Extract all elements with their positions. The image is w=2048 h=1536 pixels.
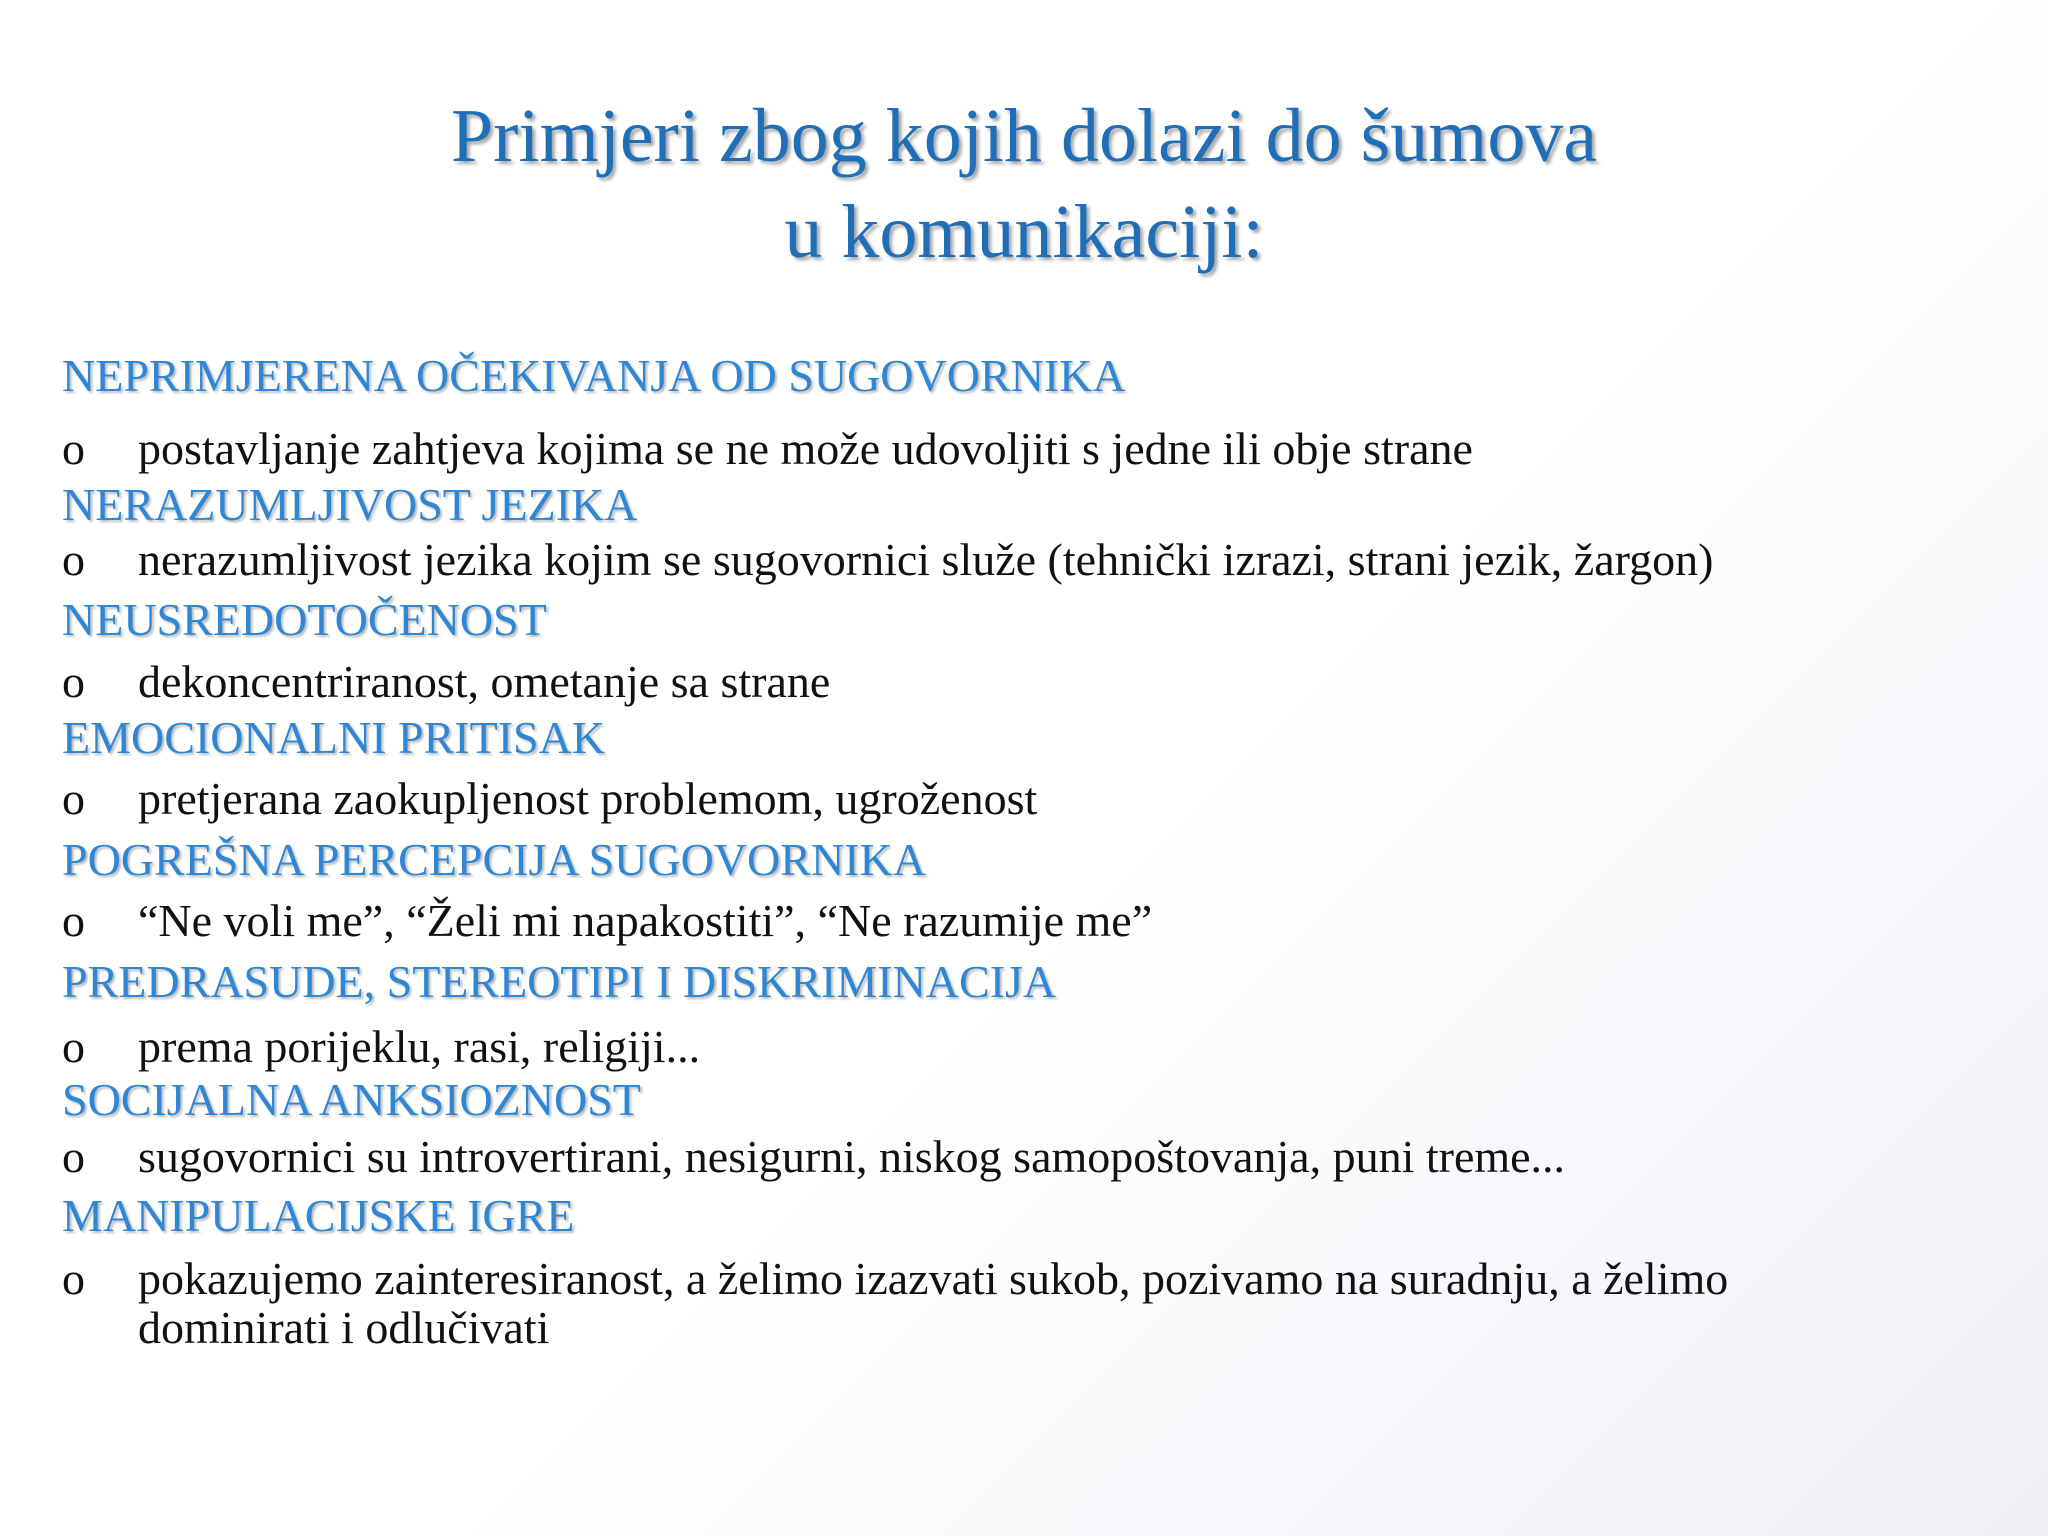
bullet-text: pretjerana zaokupljenost problemom, ugroženost	[138, 773, 1038, 824]
section-heading-pogresna-percepcija: POGREŠNA PERCEPCIJA SUGOVORNIKA	[62, 834, 926, 885]
section-heading-nerazumljivost-jezika: NERAZUMLJIVOST JEZIKA	[62, 479, 638, 530]
section-heading-predrasude: PREDRASUDE, STEREOTIPI I DISKRIMINACIJA	[62, 956, 1057, 1007]
bullet-marker: o	[62, 423, 85, 474]
bullet-marker: o	[62, 1253, 85, 1304]
bullet-text: dekoncentriranost, ometanje sa strane	[138, 656, 831, 707]
bullet-marker: o	[62, 1131, 85, 1182]
bullet-text: pokazujemo zainteresiranost, a želimo izazvati sukob, pozivamo na suradnju, a želimo	[138, 1253, 1729, 1304]
section-heading-socijalna-anksioznost: SOCIJALNA ANKSIOZNOST	[62, 1074, 641, 1125]
slide-title-line-2: u komunikaciji:	[784, 190, 1264, 274]
slide-title-line-1: Primjeri zbog kojih dolazi do šumova	[450, 94, 1598, 178]
bullet-marker: o	[62, 773, 85, 824]
section-heading-neprimjerena-ocekivanja: NEPRIMJERENA OČEKIVANJA OD SUGOVORNIKA	[62, 350, 1126, 401]
bullet-text: nerazumljivost jezika kojim se sugovornici služe (tehnički izrazi, strani jezik, žargon)	[138, 534, 1714, 585]
bullet-marker: o	[62, 1021, 85, 1072]
bullet-text-continuation: dominirati i odlučivati	[138, 1302, 550, 1353]
section-heading-emocionalni-pritisak: EMOCIONALNI PRITISAK	[62, 712, 606, 763]
bullet-text: postavljanje zahtjeva kojima se ne može udovoljiti s jedne ili obje strane	[138, 423, 1473, 474]
section-heading-manipulacijske-igre: MANIPULACIJSKE IGRE	[62, 1190, 575, 1241]
bullet-text: sugovornici su introvertirani, nesigurni, niskog samopoštovanja, puni treme...	[138, 1131, 1566, 1182]
bullet-text: prema porijeklu, rasi, religiji...	[138, 1021, 701, 1072]
bullet-marker: o	[62, 656, 85, 707]
bullet-text: “Ne voli me”, “Želi mi napakostiti”, “Ne razumije me”	[138, 895, 1153, 946]
bullet-marker: o	[62, 895, 85, 946]
section-heading-neusredotocenost: NEUSREDOTOČENOST	[62, 594, 547, 645]
bullet-marker: o	[62, 534, 85, 585]
slide-title	[0, 88, 2048, 280]
